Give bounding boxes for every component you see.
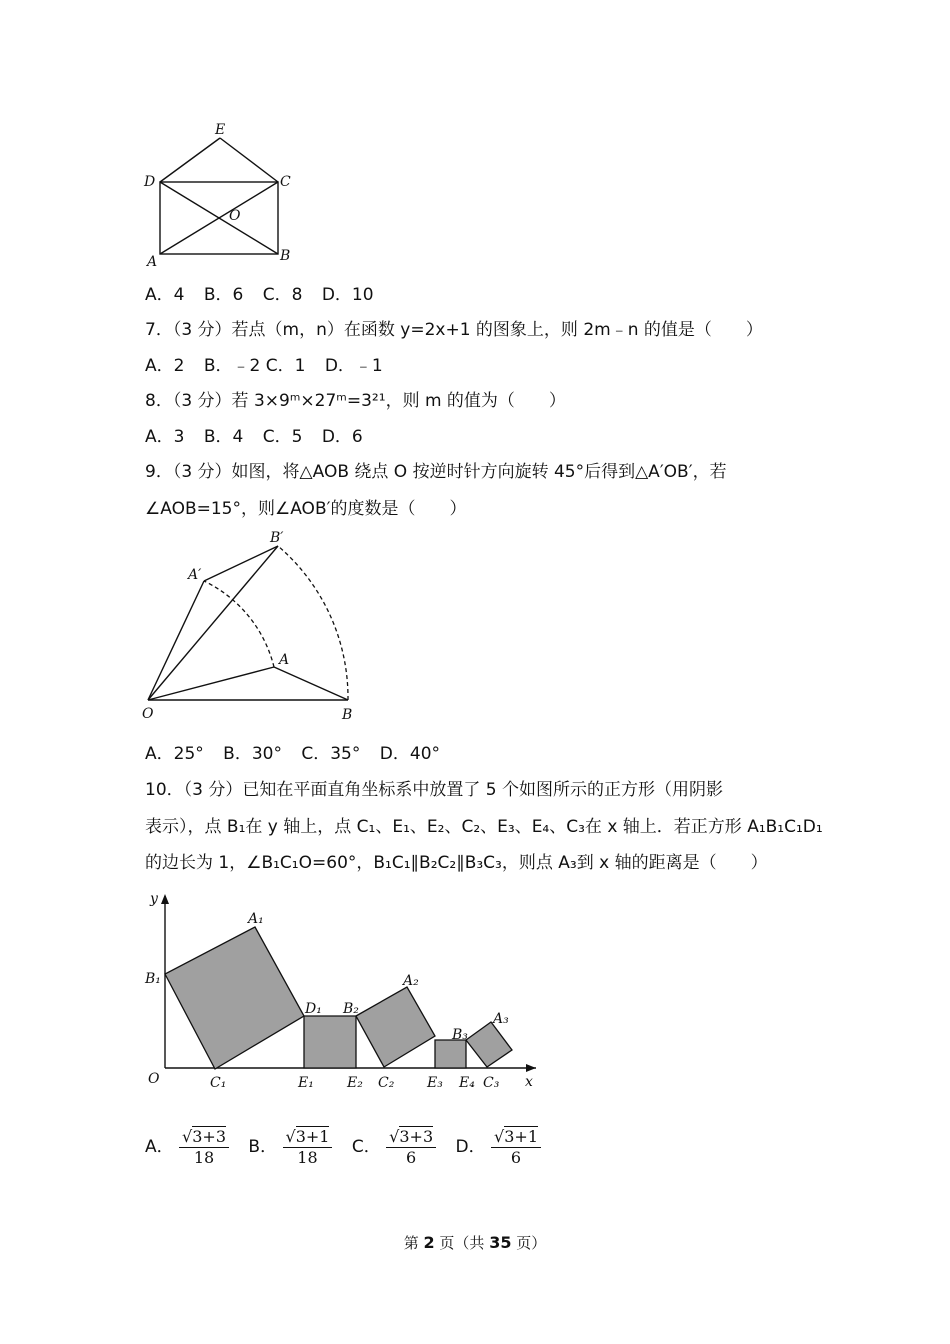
label-O: O (229, 208, 241, 224)
numerator: √3+3 (179, 1127, 229, 1148)
label-A1: A₁ (248, 911, 264, 927)
label-O: O (142, 706, 154, 722)
footer-prefix: 第 (403, 1234, 424, 1252)
figure-rectangle (140, 118, 300, 270)
option: D．10 (321, 285, 374, 305)
q10-stem-line2: 表示），点 B₁在 y 轴上，点 C₁、E₁、E₂、C₂、E₃、E₄、C₃在 x 轴上．若正方形 A₁B₁C₁D₁ (145, 817, 823, 837)
option: A．3 (145, 427, 185, 447)
label-O: O (148, 1071, 160, 1087)
footer-mid: 页（共 (434, 1234, 490, 1252)
q9-options (145, 743, 454, 765)
page-number: 2 (423, 1233, 435, 1252)
label-E1: E₁ (298, 1075, 314, 1091)
q10-options (145, 1124, 555, 1170)
option: D．6 (321, 427, 363, 447)
option: C．8 (262, 285, 303, 305)
option: C．5 (262, 427, 303, 447)
radicand: 3+1 (504, 1126, 538, 1146)
q9-stem-line1: 9．（3 分）如图，将△AOB 绕点 O 按逆时针方向旋转 45°后得到△A′OB′，若 (145, 462, 727, 482)
label-C2: C₂ (378, 1075, 395, 1091)
q10-stem-line1: 10．（3 分）已知在平面直角坐标系中放置了 5 个如图所示的正方形（用阴影 (145, 780, 723, 800)
label-A2: A₂ (403, 973, 419, 989)
footer-suffix: 页） (511, 1234, 547, 1252)
denominator: 6 (406, 1147, 417, 1167)
option: B．﹣2 C．1 (203, 356, 306, 376)
option: A．25° (145, 744, 204, 764)
fraction (283, 1127, 333, 1168)
label-D: D (144, 174, 156, 190)
numerator: √3+1 (491, 1127, 541, 1148)
label-A-prime: A′ (188, 567, 202, 583)
option-d (456, 1124, 541, 1170)
option: B．6 (203, 285, 244, 305)
page-footer (0, 1232, 950, 1253)
page-total: 35 (489, 1233, 512, 1252)
option: A．2 (145, 356, 185, 376)
label-C3: C₃ (483, 1075, 500, 1091)
q7-options (145, 355, 397, 377)
denominator: 6 (510, 1147, 522, 1167)
label-E2: E₂ (347, 1075, 363, 1091)
radicand: 3+3 (399, 1126, 434, 1146)
q7-stem: 7．（3 分）若点（m，n）在函数 y=2x+1 的图象上，则 2m﹣n 的值是（ ） (145, 320, 763, 340)
label-C1: C₁ (210, 1075, 227, 1091)
option: A．4 (145, 285, 185, 305)
label-E4: E₄ (459, 1075, 475, 1091)
option: D．40° (379, 744, 441, 764)
shaded-squares (165, 927, 512, 1069)
q9-stem-line2: ∠AOB=15°，则∠AOB′的度数是（ ） (145, 499, 467, 519)
option: C．35° (301, 744, 361, 764)
label-y: y (150, 891, 158, 907)
option-c (352, 1124, 436, 1170)
radicand: 3+3 (192, 1126, 227, 1146)
option-b (248, 1124, 332, 1170)
label-B: B (342, 707, 353, 723)
denominator: 18 (297, 1147, 318, 1167)
label-E3: E₃ (427, 1075, 443, 1091)
figure-squares (140, 882, 550, 1094)
fraction (386, 1127, 436, 1168)
label-B2: B₂ (343, 1001, 359, 1017)
option-letter: A． (145, 1137, 174, 1157)
label-E: E (215, 122, 226, 138)
label-B3: B₃ (452, 1027, 468, 1043)
option-a (145, 1124, 229, 1170)
label-A: A (147, 254, 158, 270)
q10-stem-line3: 的边长为 1，∠B₁C₁O=60°，B₁C₁∥B₂C₂∥B₃C₃，则点 A₃到 x 轴的距离是（ ） (145, 853, 768, 873)
q6-options (145, 284, 388, 306)
option-letter: D． (455, 1137, 486, 1157)
label-A: A (279, 652, 290, 668)
q8-stem: 8．（3 分）若 3×9ᵐ×27ᵐ=3²¹，则 m 的值为（ ） (145, 391, 566, 411)
option: B．30° (223, 744, 282, 764)
label-B-prime: B′ (270, 530, 284, 546)
label-C: C (280, 174, 291, 190)
numerator: √3+3 (386, 1127, 436, 1148)
fraction (491, 1127, 541, 1168)
label-D1: D₁ (305, 1001, 322, 1017)
denominator: 18 (193, 1147, 215, 1167)
q8-options (145, 426, 377, 448)
fraction (179, 1127, 229, 1168)
option: B．4 (203, 427, 244, 447)
option-letter: B． (248, 1137, 278, 1157)
option-letter: C． (351, 1137, 381, 1157)
figure-rotation (138, 528, 368, 728)
numerator: √3+1 (283, 1127, 333, 1148)
label-x: x (525, 1074, 533, 1090)
radicand: 3+1 (295, 1126, 330, 1146)
label-B1: B₁ (145, 971, 161, 987)
label-A3: A₃ (493, 1011, 509, 1027)
option: D．﹣1 (324, 356, 383, 376)
label-B: B (280, 248, 291, 264)
